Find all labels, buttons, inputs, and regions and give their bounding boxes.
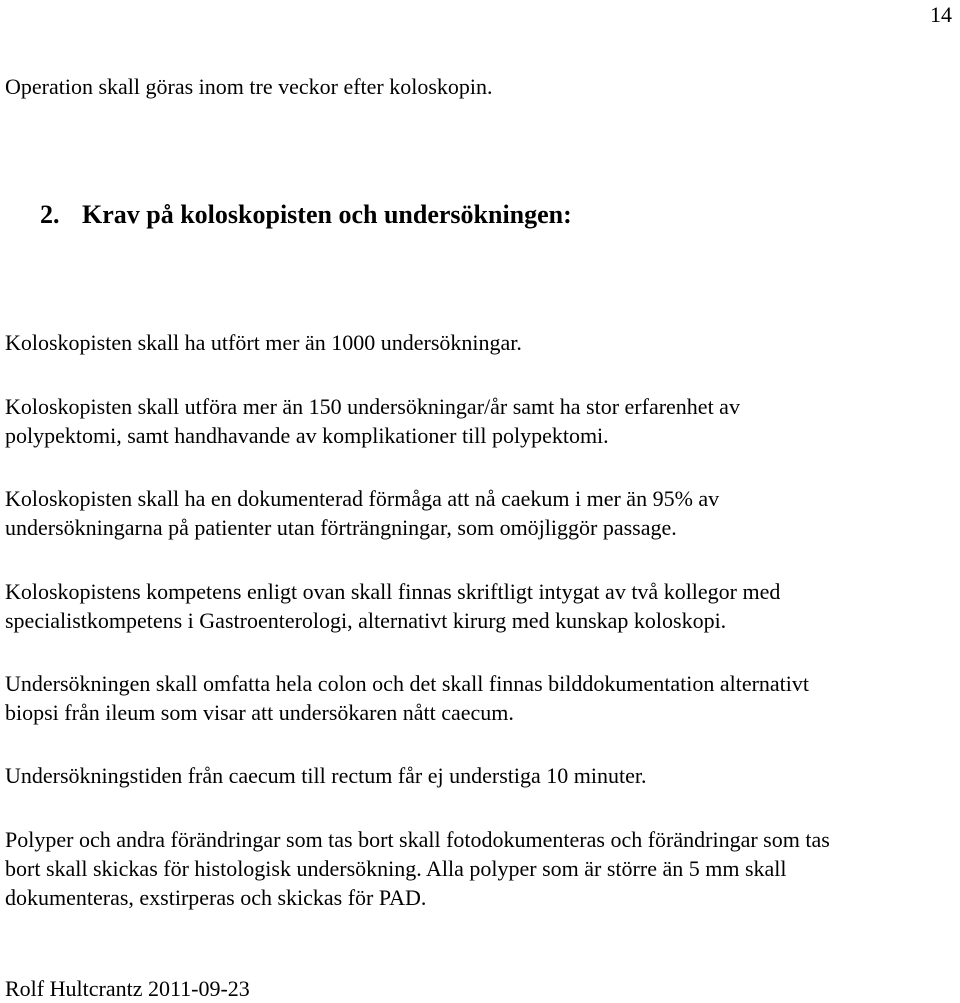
- paragraph-line: polypektomi, samt handhavande av komplikationer till polypektomi.: [5, 423, 609, 448]
- paragraph-line: Polyper och andra förändringar som tas bort skall fotodokumenteras och förändringar som tas: [5, 827, 830, 852]
- paragraph-line: Koloskopisten skall ha utfört mer än 1000 undersökningar.: [5, 330, 522, 355]
- section-number: 2.: [40, 200, 60, 229]
- paragraph-line: Koloskopistens kompetens enligt ovan skall finnas skriftligt intygat av två kollegor med: [5, 579, 781, 604]
- intro-text: Operation skall göras inom tre veckor efter koloskopin.: [5, 74, 493, 99]
- paragraph-line: Undersökningstiden från caecum till rectum får ej understiga 10 minuter.: [5, 763, 647, 788]
- section-title: Krav på koloskopisten och undersökningen:: [82, 200, 572, 229]
- paragraph-line: Koloskopisten skall ha en dokumenterad förmåga att nå caekum i mer än 95% av: [5, 486, 720, 511]
- section-heading: [40, 199, 572, 231]
- paragraph-line: undersökningarna på patienter utan förträngningar, som omöjliggör passage.: [5, 515, 677, 540]
- paragraph-line: Undersökningen skall omfatta hela colon och det skall finnas bilddokumentation alternativt: [5, 671, 810, 696]
- page-number: 14: [930, 2, 952, 27]
- footer-author-date: Rolf Hultcrantz 2011-09-23: [5, 976, 250, 1001]
- paragraph-line: Koloskopisten skall utföra mer än 150 undersökningar/år samt ha stor erfarenhet av: [5, 394, 740, 419]
- paragraph-line: bort skall skickas för histologisk undersökning. Alla polyper som är större än 5 mm skall: [5, 856, 787, 881]
- paragraph-line: biopsi från ileum som visar att undersökaren nått caecum.: [5, 700, 514, 725]
- paragraph-line: dokumenteras, exstirperas och skickas för PAD.: [5, 885, 427, 910]
- paragraph-line: specialistkompetens i Gastroenterologi, alternativt kirurg med kunskap koloskopi.: [5, 608, 727, 633]
